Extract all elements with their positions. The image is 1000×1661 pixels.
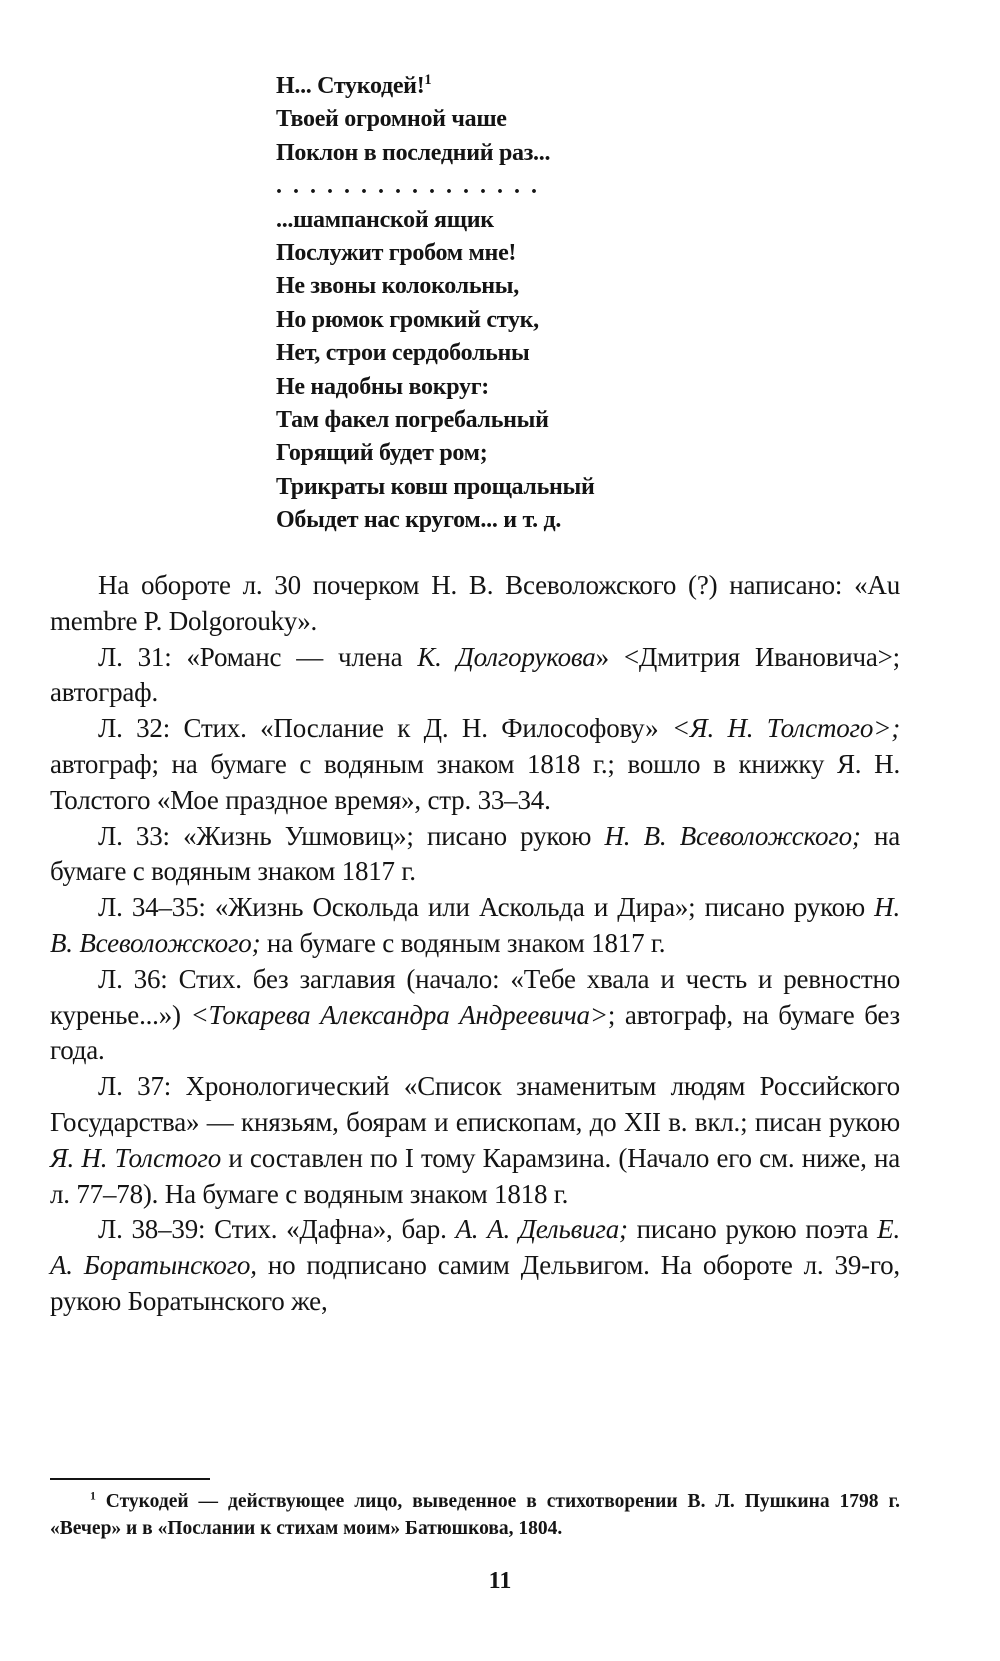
verse-line: Поклон в последний раз... xyxy=(276,139,551,166)
verse-line: Н... Стукодей!$^1$ xyxy=(276,72,432,99)
verse-line: Горящий будет ром; xyxy=(276,440,488,467)
page-number: 11 xyxy=(488,1568,512,1594)
verse-line: Не звоны колокольны, xyxy=(276,273,519,300)
verse-block xyxy=(276,70,896,538)
paragraph-leaf-38-39: Л. 38–39: Стих. «Дафна», бар. А. А. Дельвига; писано рукою поэта Е. А. Боратынского, но подписано самим Дельвигом. На обороте л. 39-го, рукою Боратынского же, xyxy=(50,1214,901,1316)
footnote-text: Стукодей — действующее лицо, выведенное в стихотворении В. Л. Пушкина 1798 г. «Вечер» и в «Послании к стихам моим» Батюшкова, 1804. xyxy=(50,1491,900,1539)
verse-line: ...шампанской ящик xyxy=(276,206,494,233)
paragraph-leaf-31: Л. 31: «Романс — члена К. Долгорукова» <Дмитрия Ивановича>; автограф. xyxy=(50,641,900,708)
footnote-marker: 1 xyxy=(90,1489,96,1503)
verse-line: Не надобны вокруг: xyxy=(276,373,490,400)
paragraph-leaf-36: Л. 36: Стих. без заглавия (начало: «Тебе хвала и честь и ревностно куренье...») <Токарева Александра Андреевича>; автограф, на бумаге без года. xyxy=(50,963,900,1066)
paragraph-leaf-32: Л. 32: Стих. «Послание к Д. Н. Философову» <Я. Н. Толстого>; автограф; на бумаге с водяным знаком 1818 г.; вошло в книжку Я. Н. Толстого «Мое праздное время», стр. 33–34. xyxy=(50,713,901,815)
verse-line: Трикраты ковш прощальный xyxy=(276,473,595,500)
verse-line: Там факел погребальный xyxy=(276,407,549,434)
paragraph-leaf-33: Л. 33: «Жизнь Ушмовиц»; писано рукою Н. В. Всеволожского; на бумаге с водяным знаком 1817 г. xyxy=(50,820,900,887)
body-text xyxy=(50,568,900,1320)
footnote-divider xyxy=(50,1478,210,1480)
verse-line: Обыдет нас кругом... и т. д. xyxy=(276,507,562,534)
verse-line: Послужит гробом мне! xyxy=(276,240,517,267)
verse-ellipsis-line: ................ xyxy=(276,173,548,200)
verse-line: Нет, строи сердобольны xyxy=(276,340,530,367)
paragraph-leaf-37: Л. 37: Хронологический «Список знаменитым людям Российского Государства» — князьям, боярам и епископам, до XII в. вкл.; писан рукою Я. Н. Толстого и составлен по I тому Карамзина. (Начало его см. ниже, на л. 77–78). На бумаге с водяным знаком 1818 г. xyxy=(50,1071,900,1209)
paragraph-leaf-30: На обороте л. 30 почерком Н. В. Всеволожского (?) написано: «Au membre P. Dolgorouky». xyxy=(50,570,900,636)
footnote xyxy=(50,1488,900,1542)
footnote-ref: 1 xyxy=(424,72,432,88)
paragraph-leaf-34-35: Л. 34–35: «Жизнь Оскольда или Аскольда и Дира»; писано рукою Н. В. Всеволожского; на бумаге с водяным знаком 1817 г. xyxy=(50,892,900,958)
verse-line: Но рюмок громкий стук, xyxy=(276,306,539,333)
verse-line: Твоей огромной чаше xyxy=(276,106,507,133)
